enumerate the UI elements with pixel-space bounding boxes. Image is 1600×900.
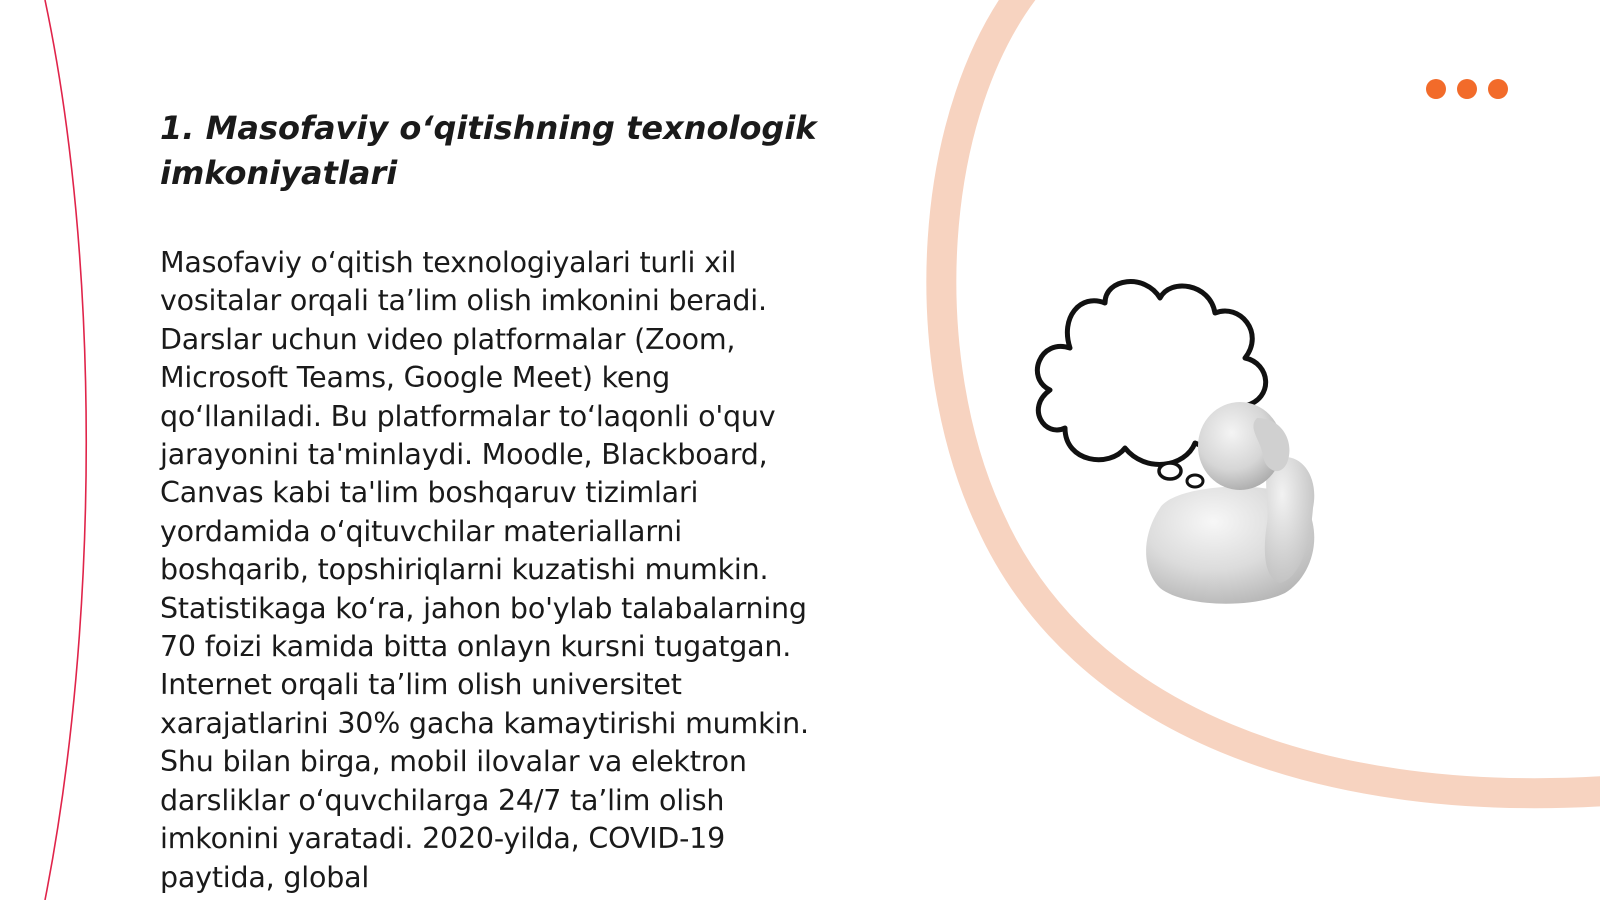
slide-body-text: Masofaviy o‘qitish texnologiyalari turli xil vositalar orqali ta’lim olish imkonini beradi. Darslar uchun video platformalar (Zoom, Microsoft Teams, Google Meet) keng qo‘llaniladi. Bu platformalar to‘laqonli o'quv jarayonini ta'minlaydi. Moodle, Blackboard, Canvas kabi ta'lim boshqaruv tizimlari yordamida o‘qituvchilar materiallarni boshqarib, topshiriqlarni kuzatishi mumkin. Statistikaga ko‘ra, jahon bo'ylab talabalarning 70 foizi kamida bitta onlayn kursni tugatgan. Internet orqali ta’lim olish universitet xarajatlarini 30% gacha kamaytirishi mumkin. Shu bilan birga, mobil ilovalar va elektron darsliklar o‘quvchilarga 24/7 ta’lim olish imkonini yaratadi. 2020-yilda, COVID-19 paytida, global [160,246,809,894]
dot-icon [1488,79,1508,99]
dot-icon [1457,79,1477,99]
thinking-person-illustration [1025,278,1355,618]
dots-menu [1426,79,1508,99]
slide-title: 1. Masofaviy o‘qitishning texnologik imkoniyatlari [160,109,817,192]
left-curve-line [45,0,86,900]
dot-icon [1426,79,1446,99]
